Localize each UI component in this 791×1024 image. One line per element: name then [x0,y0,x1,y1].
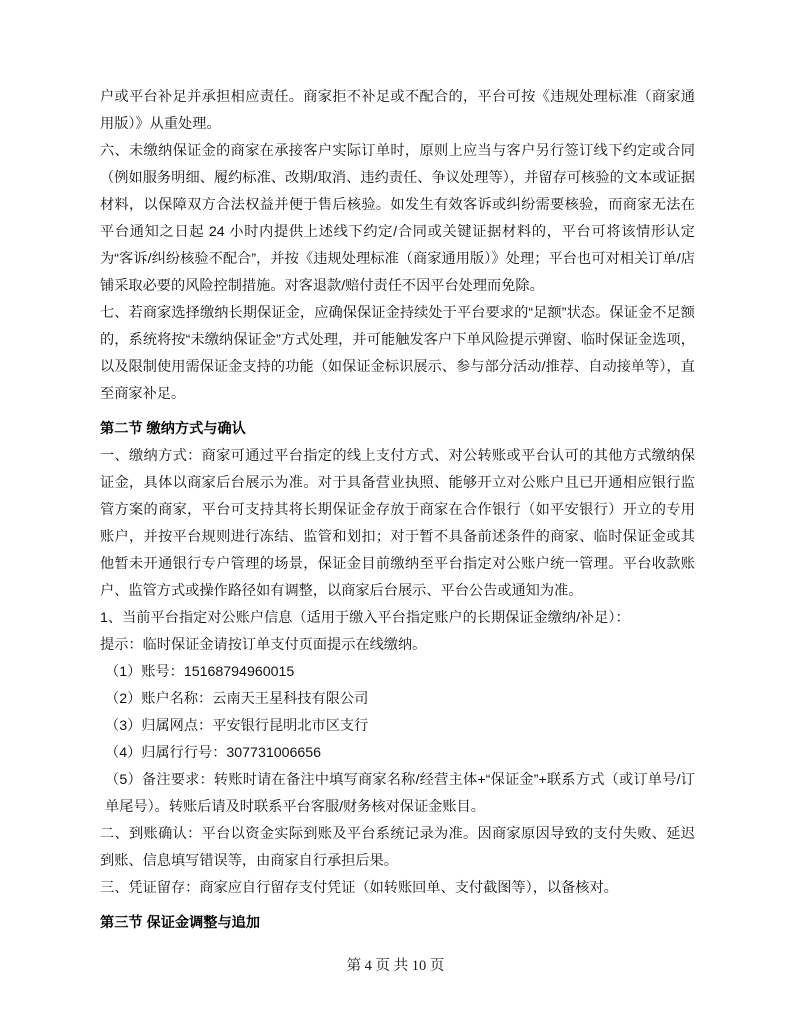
paragraph: （4）归属行行号：307731006656 [105,745,322,761]
paragraph: 1、当前平台指定对公账户信息（适用于缴入平台指定账户的长期保证金缴纳/补足）： [100,610,630,626]
paragraph: 七、若商家选择缴纳长期保证金，应确保保证金持续处于平台要求的“足额”状态。保证金不足额的，系统将按“未缴纳保证金”方式处理，并可能触发客户下单风险提示弹窗、临时保证金选项，以及限制使用需保证金支持的功能（如保证金标识展示、参与部分活动/推荐、自动接单等），直至商家补足。 [100,305,695,402]
paragraph: 二、到账确认：平台以资金实际到账及平台系统记录为准。因商家原因导致的支付失败、延迟到账、信息填写错误等，由商家自行承担后果。 [100,826,695,869]
paragraph: （1）账号：15168794960015 [105,664,295,680]
paragraph: 三、凭证留存：商家应自行留存支付凭证（如转账回单、支付截图等），以备核对。 [100,880,618,896]
paragraph: 六、未缴纳保证金的商家在承接客户实际订单时，原则上应当与客户另行签订线下约定或合同（例如服务明细、履约标准、改期/取消、违约责任、争议处理等），并留存可核验的文本或证据材料，以保障双方合法权益并便于售后核验。如发生有效客诉或纠纷需要核验，而商家无法在平台通知之日起 24 小时内提供上述线下约定/合同或关键证据材料的，平台可将该情形认定为“客诉/纠纷核验不配合”，并按《违规处理标准（商家通用版）》处理；平台也可对相关订单/店铺采取必要的风险控制措施。对客退款/赔付责任不因平台处理而免除。 [100,143,695,294]
section-heading: 第二节 缴纳方式与确认 [100,421,246,437]
page-footer [0,953,791,980]
paragraph: 一、缴纳方式：商家可通过平台指定的线上支付方式、对公转账或平台认可的其他方式缴纳保证金，具体以商家后台展示为准。对于具备营业执照、能够开立对公账户且已开通相应银行监管方案的商家，平台可支持其将长期保证金存放于商家在合作银行（如平安银行）开立的专用账户，并按平台规则进行冻结、监管和划扣；对于暂不具备前述条件的商家、临时保证金或其他暂未开通银行专户管理的场景，保证金目前缴纳至平台指定对公账户统一管理。平台收款账户、监管方式或操作路径如有调整，以商家后台展示、平台公告或通知为准。 [100,448,695,599]
paragraph: （5）备注要求：转账时请在备注中填写商家名称/经营主体+“保证金”+联系方式（或订单号/订单尾号）。转账后请及时联系平台客服/财务核对保证金账目。 [105,772,695,815]
paragraph: （3）归属网点：平安银行昆明北市区支行 [105,718,369,734]
section-heading: 第三节 保证金调整与追加 [100,915,261,931]
paragraph: 提示：临时保证金请按订单支付页面提示在线缴纳。 [100,637,427,653]
paragraph: 户或平台补足并承担相应责任。商家拒不补足或不配合的，平台可按《违规处理标准（商家通用版）》从重处理。 [100,89,695,132]
paragraph: （2）账户名称：云南天王星科技有限公司 [105,691,369,707]
document-body [100,84,695,937]
page-number: 第 4 页 共 10 页 [346,958,445,974]
